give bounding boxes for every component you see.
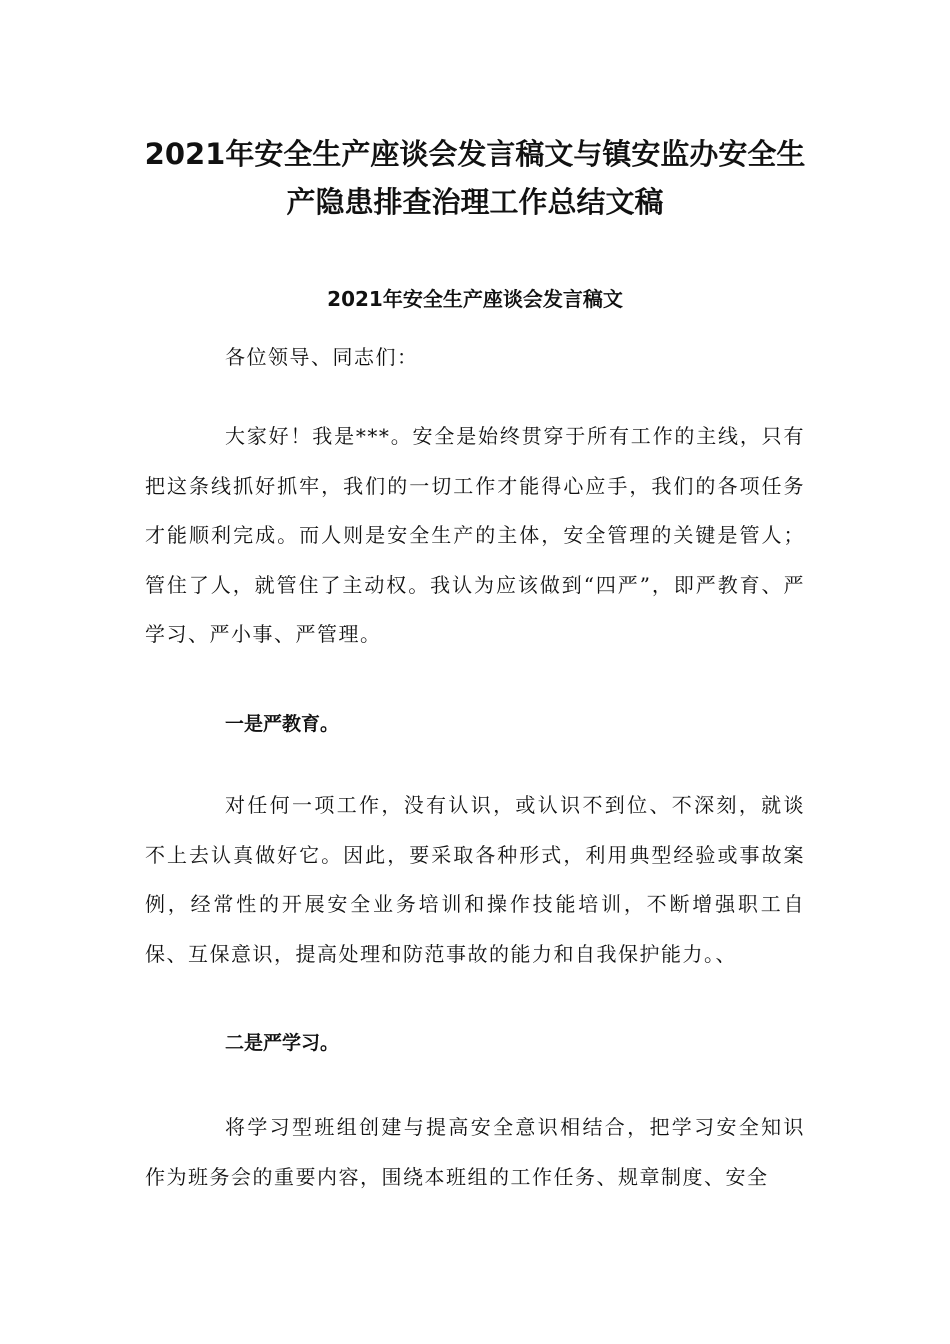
heading-strict-education: 一是严教育。 xyxy=(225,713,340,735)
paragraph-intro: 大家好！我是***。安全是始终贯穿于所有工作的主线，只有把这条线抓好抓牢，我们的一切工作才能得心应手，我们的各项任务才能顺利完成。而人则是安全生产的主体，安全管理的关键是管人；管住了人，就管住了主动权。我认为应该做到“四严”，即严教育、严学习、严小事、严管理。 xyxy=(145,424,805,646)
greeting: 各位领导、同志们： xyxy=(225,345,419,369)
heading-strict-study: 二是严学习。 xyxy=(225,1032,340,1054)
paragraph-study: 将学习型班组创建与提高安全意识相结合，把学习安全知识作为班务会的重要内容，围绕本班组的工作任务、规章制度、安全 xyxy=(145,1115,805,1189)
document-title xyxy=(120,130,830,226)
title-line-2: 产隐患排查治理工作总结文稿 xyxy=(286,185,664,219)
speech-subtitle: 2021年安全生产座谈会发言稿文 xyxy=(327,287,623,311)
paragraph-education: 对任何一项工作，没有认识，或认识不到位、不深刻，就谈不上去认真做好它。因此，要采取各种形式，利用典型经验或事故案例，经常性的开展安全业务培训和操作技能培训，不断增强职工自保、互保意识，提高处理和防范事故的能力和自我保护能力。、 xyxy=(145,793,805,966)
title-line-1: 2021年安全生产座谈会发言稿文与镇安监办安全生 xyxy=(144,137,806,171)
